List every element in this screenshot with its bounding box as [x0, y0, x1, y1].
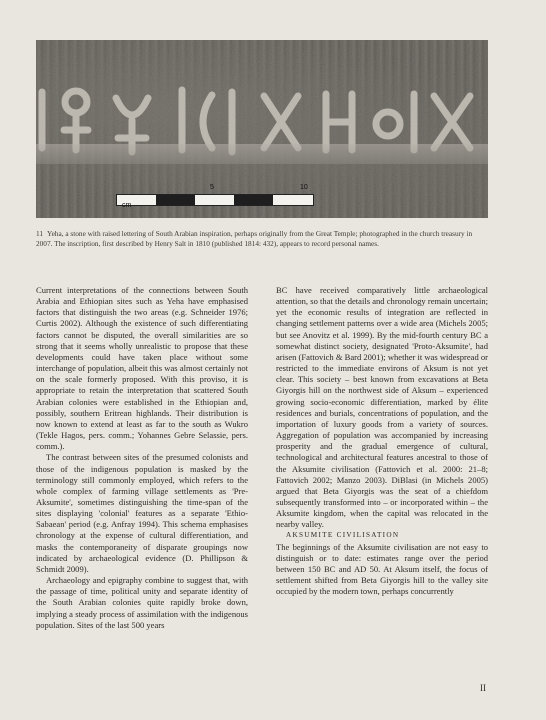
scale-label-5: 5	[210, 184, 214, 191]
stone-ledge	[36, 144, 488, 164]
right-column	[276, 285, 488, 597]
scale-label-cm: cm	[122, 202, 132, 209]
left-paragraph-1: Current interpretations of the connections between South Arabia and Ethiopian sites such as Yeha have emphasised factors that distinguish the two areas (e.g. Schneider 1976; Curtis 2002). Although the existence of such differentiating factors cannot be disputed, the overall similarities are so strong that it seems wholly unrealistic to propose that these developments could have taken place without some interchange of population, albeit this was almost certainly not on the scale formerly proposed. With this proviso, it is appropriate to retain the interpretation that scattered South Arabian colonies were established in the Ethiopian and, possibly, southern Eritrean highlands. Their distribution is now known to extend at least as far to the south as Wukro (Tekle Hagos, pers. comm.; Yohannes Gebre Selassie, pers. comm.).	[36, 285, 248, 452]
right-paragraph-2: The beginnings of the Aksumite civilisation are not easy to distinguish or to date: estimates range over the period between 150 BC and AD 50. At Aksum itself, the focus of settlement shifted from Beta Giyorgis hill to the valley site occupied by the modern town, perhaps concurrently	[276, 541, 488, 597]
caption-text: Yeha, a stone with raised lettering of South Arabian inspiration, perhaps originally from the Great Temple; photographed in the church treasury in 2007. The inscription, first described by Henry Salt in 1810 (published 1814: 432), appears to record personal names.	[36, 229, 473, 249]
inscribed-stone-photo	[36, 40, 488, 218]
page-number: II	[480, 683, 486, 693]
left-paragraph-3: Archaeology and epigraphy combine to suggest that, with the passage of time, political unity and separate identity of the South Arabian colonies quite rapidly broke down, implying a steady process of assimilation with the indigenous population. Sites of the last 500 years	[36, 575, 248, 630]
caption-number: 11	[36, 229, 44, 238]
right-paragraph-1: BC have received comparatively little archaeological attention, so that the details and chronology remain uncertain; yet the economic results of integration are reflected in changing settlement patterns over a wide area (Michels 2005; but see Anovitz et al. 1999). By the mid-fourth century BC a somewhat distinct society, designated 'Proto-Aksumite', had arisen (Fattovich & Bard 2001); whether it was widespread or restricted to the immediate environs of Aksum is not yet clear. This society – best known from excavations at Beta Giyorgis hill on the northwest side of Aksum – experienced growing socio-economic differentiation, marked by élite residences and burials, concentrations of population, and the importation of luxury goods from a variety of sources. Aggregation of population was accompanied by increasing prosperity and the gradual emergence of cultural, technological and architectural features ancestral to those of the Aksumite civilisation (Fattovich et al. 2000: 21–8; Fattovich 2002; Manzo 2003). DiBlasi (in Michels 2005) argued that Beta Giyorgis was the seat of a chiefdom subsequently transformed into – or incorporated within – the Aksumite kingdom, when the capital was relocated in the nearby valley.	[276, 285, 488, 530]
scale-bar	[116, 184, 312, 210]
left-column	[36, 285, 248, 631]
scale-label-10: 10	[300, 184, 308, 191]
left-paragraph-2: The contrast between sites of the presumed colonists and those of the indigenous population is masked by the terminology still commonly employed, which refers to the whole complex of farming village settlements as 'Pre-Aksumite', sometimes distinguishing the time-span of the sites displaying 'colonial' features as a separate 'Ethio-Sabaean' period (e.g. Anfray 1994). This schema emphasises chronology at the expense of cultural differentiation, and masks the contemporaneity of disparate groupings now indicated by archaeological evidence (D. Phillipson & Schmidt 2009).	[36, 452, 248, 574]
section-heading: AKSUMITE CIVILISATION	[286, 531, 400, 540]
figure-caption	[36, 229, 488, 250]
